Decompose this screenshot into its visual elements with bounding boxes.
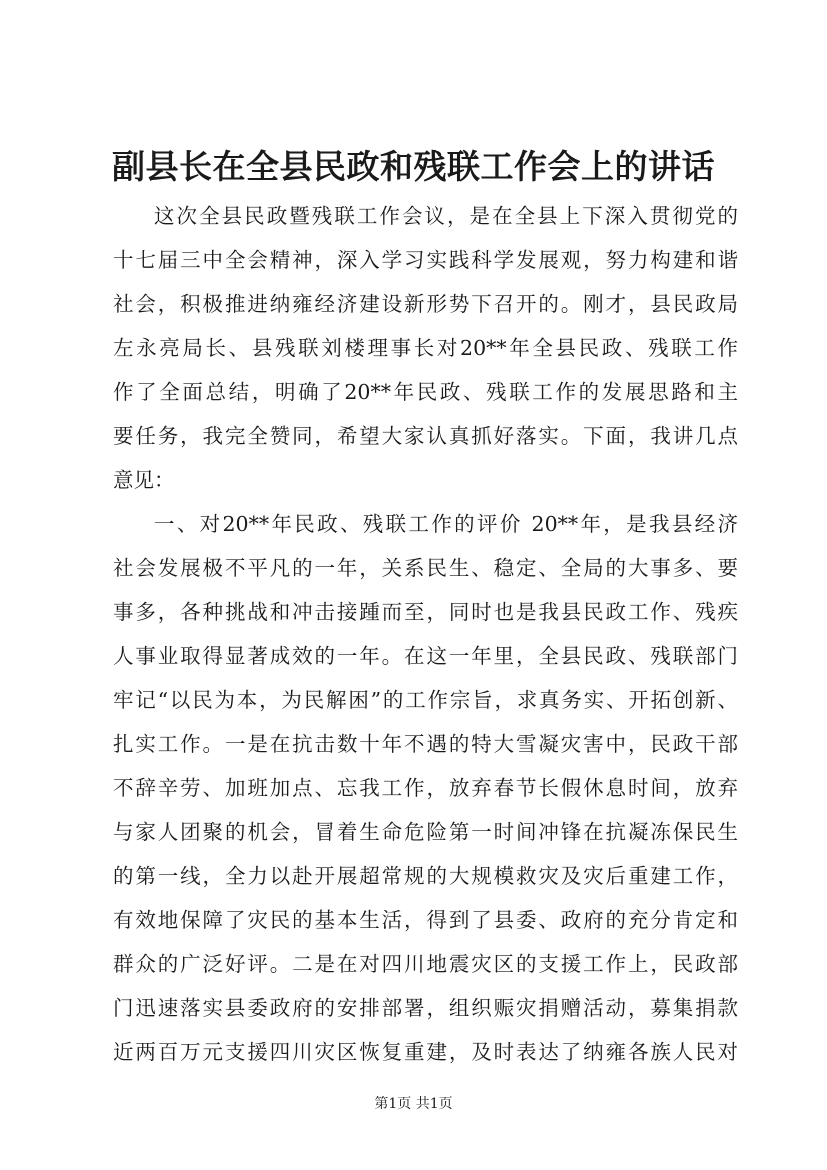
body-line: 要任务，我完全赞同，希望大家认真抓好落实。下面，我讲几点: [113, 424, 738, 448]
document-body: [113, 194, 738, 1074]
body-line: 作了全面总结，明确了20**年民政、残联工作的发展思路和主: [113, 380, 738, 404]
page-number-footer: 第1页 共1页: [374, 1096, 453, 1112]
body-line: 有效地保障了灾民的基本生活，得到了县委、政府的充分肯定和: [113, 908, 738, 932]
body-line: 扎实工作。一是在抗击数十年不遇的特大雪凝灾害中，民政干部: [113, 732, 738, 756]
body-line: 牢记“以民为本，为民解困”的工作宗旨，求真务实、开拓创新、: [113, 688, 738, 712]
body-line: 人事业取得显著成效的一年。在这一年里，全县民政、残联部门: [113, 644, 738, 668]
body-line: 不辞辛劳、加班加点、忘我工作，放弃春节长假休息时间，放弃: [113, 776, 738, 800]
body-line: 近两百万元支援四川灾区恢复重建，及时表达了纳雍各族人民对: [113, 1040, 738, 1064]
body-line: 十七届三中全会精神，深入学习实践科学发展观，努力构建和谐: [113, 248, 738, 272]
body-line: 社会，积极推进纳雍经济建设新形势下召开的。刚才，县民政局: [113, 292, 738, 316]
body-line: 社会发展极不平凡的一年，关系民生、稳定、全局的大事多、要: [113, 556, 738, 580]
body-line: 这次全县民政暨残联工作会议，是在全县上下深入贯彻党的: [154, 204, 738, 228]
body-line: 意见：: [113, 468, 175, 492]
body-line: 一、对20**年民政、残联工作的评价 20**年，是我县经济: [154, 512, 738, 536]
body-line: 事多，各种挑战和冲击接踵而至，同时也是我县民政工作、残疾: [113, 600, 738, 624]
body-line: 与家人团聚的机会，冒着生命危险第一时间冲锋在抗凝冻保民生: [113, 820, 738, 844]
body-line: 群众的广泛好评。二是在对四川地震灾区的支援工作上，民政部: [113, 952, 738, 976]
body-line: 门迅速落实县委政府的安排部署，组织赈灾捐赠活动，募集捐款: [113, 996, 738, 1020]
document-title: 副县长在全县民政和残联工作会上的讲话: [112, 147, 715, 186]
body-line: 的第一线，全力以赴开展超常规的大规模救灾及灾后重建工作，: [113, 864, 738, 888]
body-line: 左永亮局长、县残联刘楼理事长对20**年全县民政、残联工作: [113, 336, 738, 360]
